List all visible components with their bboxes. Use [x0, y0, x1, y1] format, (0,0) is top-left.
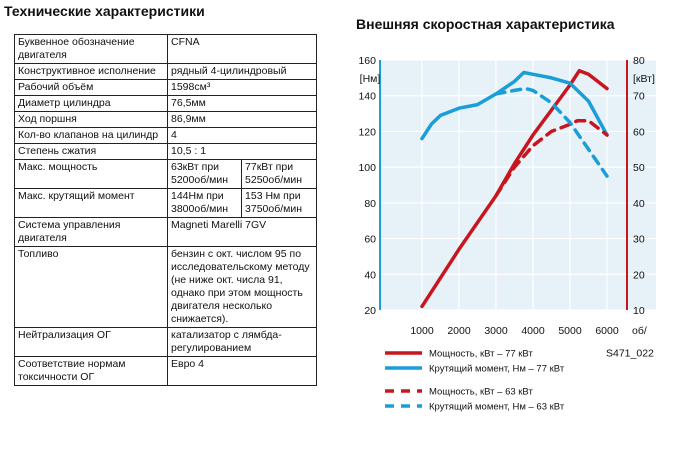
- speed-characteristic-chart: [330, 40, 685, 413]
- spec-value: катализатор с лямбда-регулированием: [168, 328, 317, 357]
- spec-value: 1598см³: [168, 80, 317, 96]
- spec-value: Евро 4: [168, 357, 317, 386]
- legend-label: Крутящий момент, Нм – 63 кВт: [429, 401, 565, 413]
- spec-row: [15, 80, 317, 96]
- spec-label: Кол-во клапанов на цилиндр: [15, 128, 168, 144]
- spec-row: [15, 218, 317, 247]
- spec-label: Макс. мощность: [15, 160, 168, 189]
- spec-value: рядный 4-цилиндровый: [168, 64, 317, 80]
- spec-row: [15, 35, 317, 64]
- legend-label: Крутящий момент, Нм – 77 кВт: [429, 363, 565, 375]
- x-tick-label: 1000: [410, 325, 434, 337]
- y-right-unit: [кВт]: [633, 72, 655, 85]
- spec-value: 10,5 : 1: [168, 144, 317, 160]
- legend-label: Мощность, кВт – 77 кВт: [429, 348, 533, 360]
- spec-value: 153 Нм при 3750об/мин: [242, 189, 317, 218]
- spec-value: 86,9мм: [168, 112, 317, 128]
- spec-value: 77кВт при 5250об/мин: [242, 160, 317, 189]
- spec-value: 144Нм при 3800об/мин: [168, 189, 242, 218]
- y-left-tick-label: 100: [358, 162, 376, 175]
- spec-row: [15, 357, 317, 386]
- spec-label: Степень сжатия: [15, 144, 168, 160]
- specs-table: [14, 34, 317, 386]
- spec-row: [15, 112, 317, 128]
- spec-value: 63кВт при 5200об/мин: [168, 160, 242, 189]
- spec-label: Топливо: [15, 247, 168, 328]
- spec-row: [15, 64, 317, 80]
- spec-label: Система управления двигателя: [15, 218, 168, 247]
- y-left-tick-label: 140: [358, 90, 376, 103]
- spec-value: Magneti Marelli 7GV: [168, 218, 317, 247]
- x-tick-label: 3000: [484, 325, 508, 337]
- spec-row: [15, 160, 317, 189]
- spec-label: Буквенное обозначение двигателя: [15, 35, 168, 64]
- figure-id: S471_022: [606, 347, 654, 360]
- x-tick-label: 4000: [521, 325, 545, 337]
- spec-label: Макс. крутящий момент: [15, 189, 168, 218]
- y-left-tick-label: 120: [358, 126, 376, 139]
- y-right-tick-label: 20: [633, 269, 645, 282]
- x-tick-label: 5000: [558, 325, 582, 337]
- spec-value: 76,5мм: [168, 96, 317, 112]
- spec-label: Конструктивное исполнение: [15, 64, 168, 80]
- spec-label: Нейтрализация ОГ: [15, 328, 168, 357]
- spec-label: Соответствие нормам токсичности ОГ: [15, 357, 168, 386]
- spec-row: [15, 247, 317, 328]
- plot-background: [380, 60, 656, 310]
- spec-row: [15, 144, 317, 160]
- specs-title: Технические характеристики: [4, 3, 205, 19]
- spec-row: [15, 128, 317, 144]
- y-right-tick-label: 50: [633, 162, 645, 175]
- y-left-tick-label: 20: [364, 305, 376, 317]
- spec-label: Ход поршня: [15, 112, 168, 128]
- y-right-tick-label: 40: [633, 197, 645, 210]
- spec-row: [15, 96, 317, 112]
- y-left-tick-label: 40: [364, 269, 376, 282]
- spec-row: [15, 328, 317, 357]
- spec-value: 4: [168, 128, 317, 144]
- spec-value: бензин с окт. числом 95 по исследовательскому методу (не ниже окт. числа 91, однако при этом мощность двигателя несколько снижается).: [168, 247, 317, 328]
- y-right-tick-label: 60: [633, 126, 645, 139]
- x-unit: об/: [632, 325, 647, 337]
- y-left-tick-label: 80: [364, 197, 376, 210]
- y-right-tick-label: 80: [633, 55, 645, 67]
- y-right-tick-label: 30: [633, 233, 645, 246]
- chart-title: Внешняя скоростная характеристика: [356, 16, 615, 32]
- y-right-tick-label: 70: [633, 90, 645, 103]
- x-tick-label: 2000: [447, 325, 471, 337]
- y-left-tick-label: 60: [364, 233, 376, 246]
- spec-label: Диаметр цилиндра: [15, 96, 168, 112]
- x-tick-label: 6000: [595, 325, 619, 337]
- legend-label: Мощность, кВт – 63 кВт: [429, 386, 533, 398]
- y-left-tick-label: 160: [358, 55, 376, 67]
- y-right-tick-label: 10: [633, 305, 645, 317]
- y-left-unit: [Нм]: [359, 72, 381, 85]
- spec-value: CFNA: [168, 35, 317, 64]
- spec-label: Рабочий объём: [15, 80, 168, 96]
- spec-row: [15, 189, 317, 218]
